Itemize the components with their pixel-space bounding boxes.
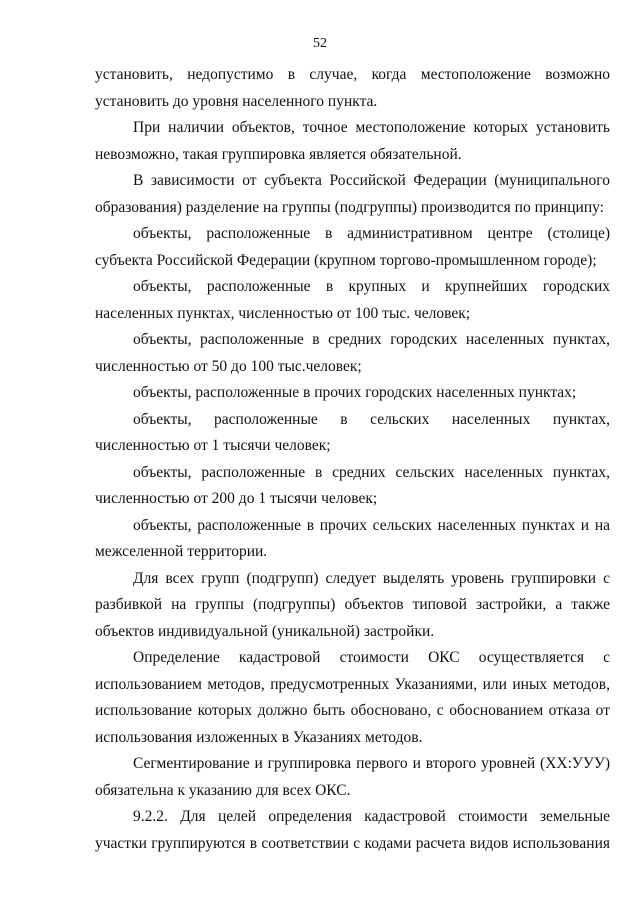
list-item-rural-other: объекты, расположенные в прочих сельских населенных пунктах и на межселенной территории. bbox=[95, 516, 610, 560]
paragraph-section-9-2-2: 9.2.2. Для целей определения кадастровой стоимости земельные участки группируются в соответствии с кодами расчета видов использования bbox=[95, 808, 610, 852]
paragraph-valuation-methods: Определение кадастровой стоимости ОКС осуществляется с использованием методов, предусмотренных Указаниями, или иных методов, использование которых должно быть обосновано, с обоснованием отказа от использования изложенных в Указаниях методов. bbox=[95, 649, 610, 746]
paragraph-2: При наличии объектов, точное местоположение которых установить невозможно, такая группировка является обязательной. bbox=[95, 119, 610, 163]
list-item-other-cities: объекты, расположенные в прочих городских населенных пунктах; bbox=[133, 384, 577, 401]
list-item-medium-cities: объекты, расположенные в средних городских населенных пунктах, численностью от 50 до 100 тыс.человек; bbox=[95, 331, 610, 375]
paragraph-grouping-level: Для всех групп (подгрупп) следует выделять уровень группировки с разбивкой на группы (подгруппы) объектов типовой застройки, а также объектов индивидуальной (уникальной) застройки. bbox=[95, 569, 610, 640]
list-item-rural-large: объекты, расположенные в сельских населенных пунктах, численностью от 1 тысячи человек; bbox=[95, 410, 610, 454]
page-number: 52 bbox=[313, 36, 327, 51]
paragraph-segmentation: Сегментирование и группировка первого и второго уровней (ХХ:УУУ) обязательна к указанию для всех ОКС. bbox=[95, 755, 610, 799]
document-body bbox=[95, 62, 610, 857]
list-item-rural-medium: объекты, расположенные в средних сельских населенных пунктах, численностью от 200 до 1 тысячи человек; bbox=[95, 463, 610, 507]
paragraph-3: В зависимости от субъекта Российской Федерации (муниципального образования) разделение на группы (подгруппы) производится по принципу: bbox=[95, 172, 610, 216]
list-item-capital: объекты, расположенные в административном центре (столице) субъекта Российской Федерации (крупном торгово-промышленном городе); bbox=[95, 225, 610, 269]
paragraph-1: установить, недопустимо в случае, когда местоположение возможно установить до уровня населенного пункта. bbox=[95, 66, 610, 110]
list-item-large-cities: объекты, расположенные в крупных и крупнейших городских населенных пунктах, численностью от 100 тыс. человек; bbox=[95, 278, 610, 322]
